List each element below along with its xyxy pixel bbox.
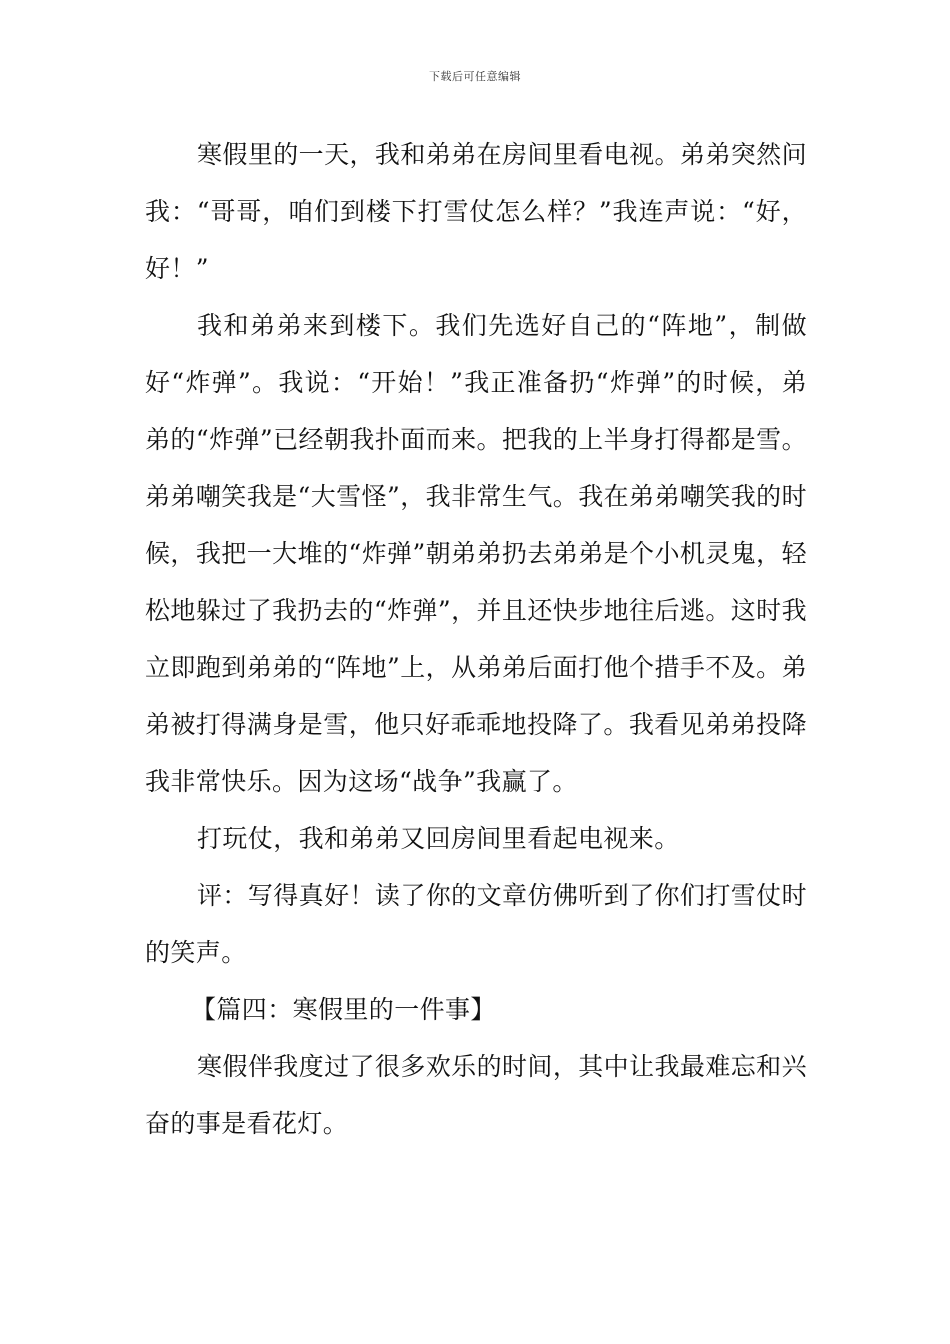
page-header: 下载后可任意编辑 bbox=[429, 70, 521, 83]
paragraph-comment: 评：写得真好！读了你的文章仿佛听到了你们打雪仗时的笑声。 bbox=[145, 881, 807, 967]
paragraph-after-fight: 打玩仗，我和弟弟又回房间里看起电视来。 bbox=[197, 824, 680, 853]
section-heading: 【篇四：寒假里的一件事】 bbox=[191, 995, 496, 1024]
paragraph-lantern: 寒假伴我度过了很多欢乐的时间，其中让我最难忘和兴奋的事是看花灯。 bbox=[145, 1052, 807, 1138]
essay-body bbox=[145, 126, 807, 1152]
paragraph-snowball-fight: 我和弟弟来到楼下。我们先选好自己的“阵地”，制做好“炸弹”。我说：“开始！”我正准备扔“炸弹”的时候，弟弟的“炸弹”已经朝我扑面而来。把我的上半身打得都是雪。弟弟嘲笑我是“大雪怪”，我非常生气。我在弟弟嘲笑我的时候，我把一大堆的“炸弹”朝弟弟扔去弟弟是个小机灵鬼，轻松地躲过了我扔去的“炸弹”，并且还快步地往后逃。这时我立即跑到弟弟的“阵地”上，从弟弟后面打他个措手不及。弟弟被打得满身是雪，他只好乖乖地投降了。我看见弟弟投降我非常快乐。因为这场“战争”我赢了。 bbox=[145, 311, 807, 796]
paragraph-intro: 寒假里的一天，我和弟弟在房间里看电视。弟弟突然问我：“哥哥，咱们到楼下打雪仗怎么样？”我连声说：“好，好！” bbox=[145, 140, 807, 283]
